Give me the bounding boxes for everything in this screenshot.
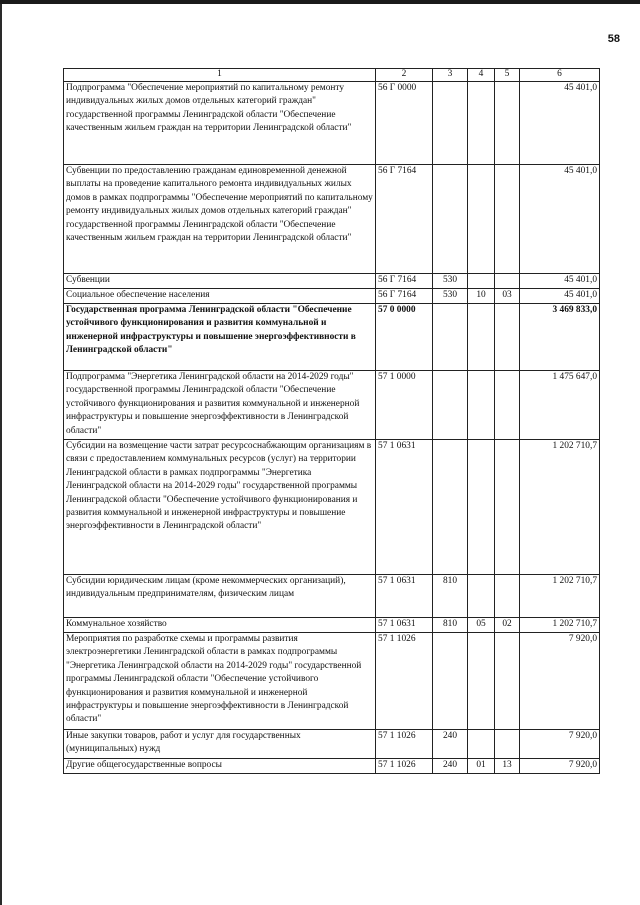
- table-row: [64, 730, 600, 759]
- row-pr-cell: [495, 440, 520, 575]
- row-rz-cell: [468, 730, 495, 759]
- row-vr-cell: [433, 371, 468, 440]
- row-amount-cell: 1 202 710,7: [520, 440, 600, 575]
- row-code-cell: 57 0 0000: [376, 304, 433, 371]
- header-cell-vr: 3: [433, 69, 468, 82]
- table-row: [64, 440, 600, 575]
- row-name-cell: Подпрограмма "Обеспечение мероприятий по капитальному ремонту индивидуальных жилых домов отдельных категорий граждан" государственной программы Ленинградской области "Обеспечение качественным жильем граждан на территории Ленинградской области": [64, 82, 376, 165]
- row-vr-cell: 530: [433, 289, 468, 304]
- row-amount-cell: 45 401,0: [520, 274, 600, 289]
- row-code-cell: 56 Г 7164: [376, 274, 433, 289]
- row-pr-cell: [495, 633, 520, 730]
- row-code-cell: 57 1 1026: [376, 633, 433, 730]
- row-amount-cell: 45 401,0: [520, 82, 600, 165]
- row-rz-cell: [468, 371, 495, 440]
- row-rz-cell: [468, 440, 495, 575]
- row-code-cell: 57 1 0000: [376, 371, 433, 440]
- row-pr-cell: 13: [495, 759, 520, 774]
- row-amount-cell: 7 920,0: [520, 633, 600, 730]
- row-code-cell: 56 Г 0000: [376, 82, 433, 165]
- row-rz-cell: [468, 82, 495, 165]
- header-cell-amount: 6: [520, 69, 600, 82]
- row-name-cell: Мероприятия по разработке схемы и программы развития электроэнергетики Ленинградской области в рамках подпрограммы "Энергетика Ленинградской области на 2014-2029 годы" государственной программы Ленинградской области "Обеспечение устойчивого функционирования и развития коммунальной и инженерной инфраструктуры и повышение энергоэффективности в Ленинградской области": [64, 633, 376, 730]
- row-rz-cell: [468, 633, 495, 730]
- header-cell-rz: 4: [468, 69, 495, 82]
- table-row: [64, 274, 600, 289]
- row-name-cell: Иные закупки товаров, работ и услуг для государственных (муниципальных) нужд: [64, 730, 376, 759]
- table-row: [64, 371, 600, 440]
- row-name-cell: Субсидии на возмещение части затрат ресурсоснабжающим организациям в связи с предоставлением коммунальных ресурсов (услуг) на территории Ленинградской области в рамках подпрограммы "Энергетика Ленинградской области на 2014-2029 годы" государственной программы Ленинградской области "Обеспечение устойчивого функционирования и развития коммунальной и инженерной инфраструктуры и повышение энергоэффективности в Ленинградской области": [64, 440, 376, 575]
- row-rz-cell: [468, 575, 495, 618]
- row-code-cell: 57 1 0631: [376, 440, 433, 575]
- row-name-cell: Другие общегосударственные вопросы: [64, 759, 376, 774]
- row-pr-cell: [495, 371, 520, 440]
- row-pr-cell: [495, 730, 520, 759]
- header-cell-pr: 5: [495, 69, 520, 82]
- budget-table: [63, 68, 600, 774]
- page-number: 58: [607, 33, 620, 45]
- row-name-cell: Государственная программа Ленинградской области "Обеспечение устойчивого функционирования и развития коммунальной и инженерной инфраструктуры и повышение энергоэффективности в Ленинградской области": [64, 304, 376, 371]
- row-code-cell: 56 Г 7164: [376, 289, 433, 304]
- row-vr-cell: [433, 165, 468, 274]
- row-vr-cell: 810: [433, 575, 468, 618]
- row-rz-cell: 05: [468, 618, 495, 633]
- row-pr-cell: [495, 82, 520, 165]
- table-row: [64, 304, 600, 371]
- top-border: [0, 0, 640, 4]
- row-vr-cell: 530: [433, 274, 468, 289]
- row-code-cell: 57 1 1026: [376, 730, 433, 759]
- row-code-cell: 57 1 0631: [376, 618, 433, 633]
- table-header-row: [64, 69, 600, 82]
- row-pr-cell: [495, 575, 520, 618]
- left-scan-edge: [0, 4, 2, 905]
- row-rz-cell: [468, 165, 495, 274]
- row-vr-cell: [433, 304, 468, 371]
- row-vr-cell: 810: [433, 618, 468, 633]
- row-amount-cell: 7 920,0: [520, 730, 600, 759]
- row-rz-cell: 10: [468, 289, 495, 304]
- row-code-cell: 57 1 1026: [376, 759, 433, 774]
- row-code-cell: 57 1 0631: [376, 575, 433, 618]
- table-row: [64, 289, 600, 304]
- row-pr-cell: [495, 165, 520, 274]
- row-amount-cell: 1 202 710,7: [520, 618, 600, 633]
- row-amount-cell: 1 202 710,7: [520, 575, 600, 618]
- row-amount-cell: 45 401,0: [520, 165, 600, 274]
- row-pr-cell: 02: [495, 618, 520, 633]
- row-vr-cell: [433, 440, 468, 575]
- row-pr-cell: [495, 304, 520, 371]
- row-name-cell: Социальное обеспечение населения: [64, 289, 376, 304]
- table-row: [64, 82, 600, 165]
- row-name-cell: Субвенции: [64, 274, 376, 289]
- row-pr-cell: [495, 274, 520, 289]
- row-vr-cell: 240: [433, 730, 468, 759]
- row-rz-cell: [468, 274, 495, 289]
- row-pr-cell: 03: [495, 289, 520, 304]
- table-row: [64, 618, 600, 633]
- row-amount-cell: 7 920,0: [520, 759, 600, 774]
- row-vr-cell: [433, 633, 468, 730]
- table-row: [64, 759, 600, 774]
- row-amount-cell: 1 475 647,0: [520, 371, 600, 440]
- row-name-cell: Подпрограмма "Энергетика Ленинградской области на 2014-2029 годы" государственной программы Ленинградской области "Обеспечение устойчивого функционирования и развития коммунальной и инженерной инфраструктуры и повышение энергоэффективности в Ленинградской области": [64, 371, 376, 440]
- table-row: [64, 165, 600, 274]
- row-code-cell: 56 Г 7164: [376, 165, 433, 274]
- table-row: [64, 633, 600, 730]
- row-amount-cell: 3 469 833,0: [520, 304, 600, 371]
- row-name-cell: Субсидии юридическим лицам (кроме некоммерческих организаций), индивидуальным предпринимателям, физическим лицам: [64, 575, 376, 618]
- row-vr-cell: 240: [433, 759, 468, 774]
- row-rz-cell: 01: [468, 759, 495, 774]
- table-body: [64, 69, 600, 774]
- row-amount-cell: 45 401,0: [520, 289, 600, 304]
- row-name-cell: Субвенции по предоставлению гражданам единовременной денежной выплаты на проведение капитального ремонта индивидуальных жилых домов в рамках подпрограммы "Обеспечение мероприятий по капитальному ремонту индивидуальных жилых домов отдельных категорий граждан" государственной программы Ленинградской области "Обеспечение качественным жильем граждан на территории Ленинградской области": [64, 165, 376, 274]
- header-cell-name: 1: [64, 69, 376, 82]
- row-vr-cell: [433, 82, 468, 165]
- row-name-cell: Коммунальное хозяйство: [64, 618, 376, 633]
- header-cell-code: 2: [376, 69, 433, 82]
- table-row: [64, 575, 600, 618]
- row-rz-cell: [468, 304, 495, 371]
